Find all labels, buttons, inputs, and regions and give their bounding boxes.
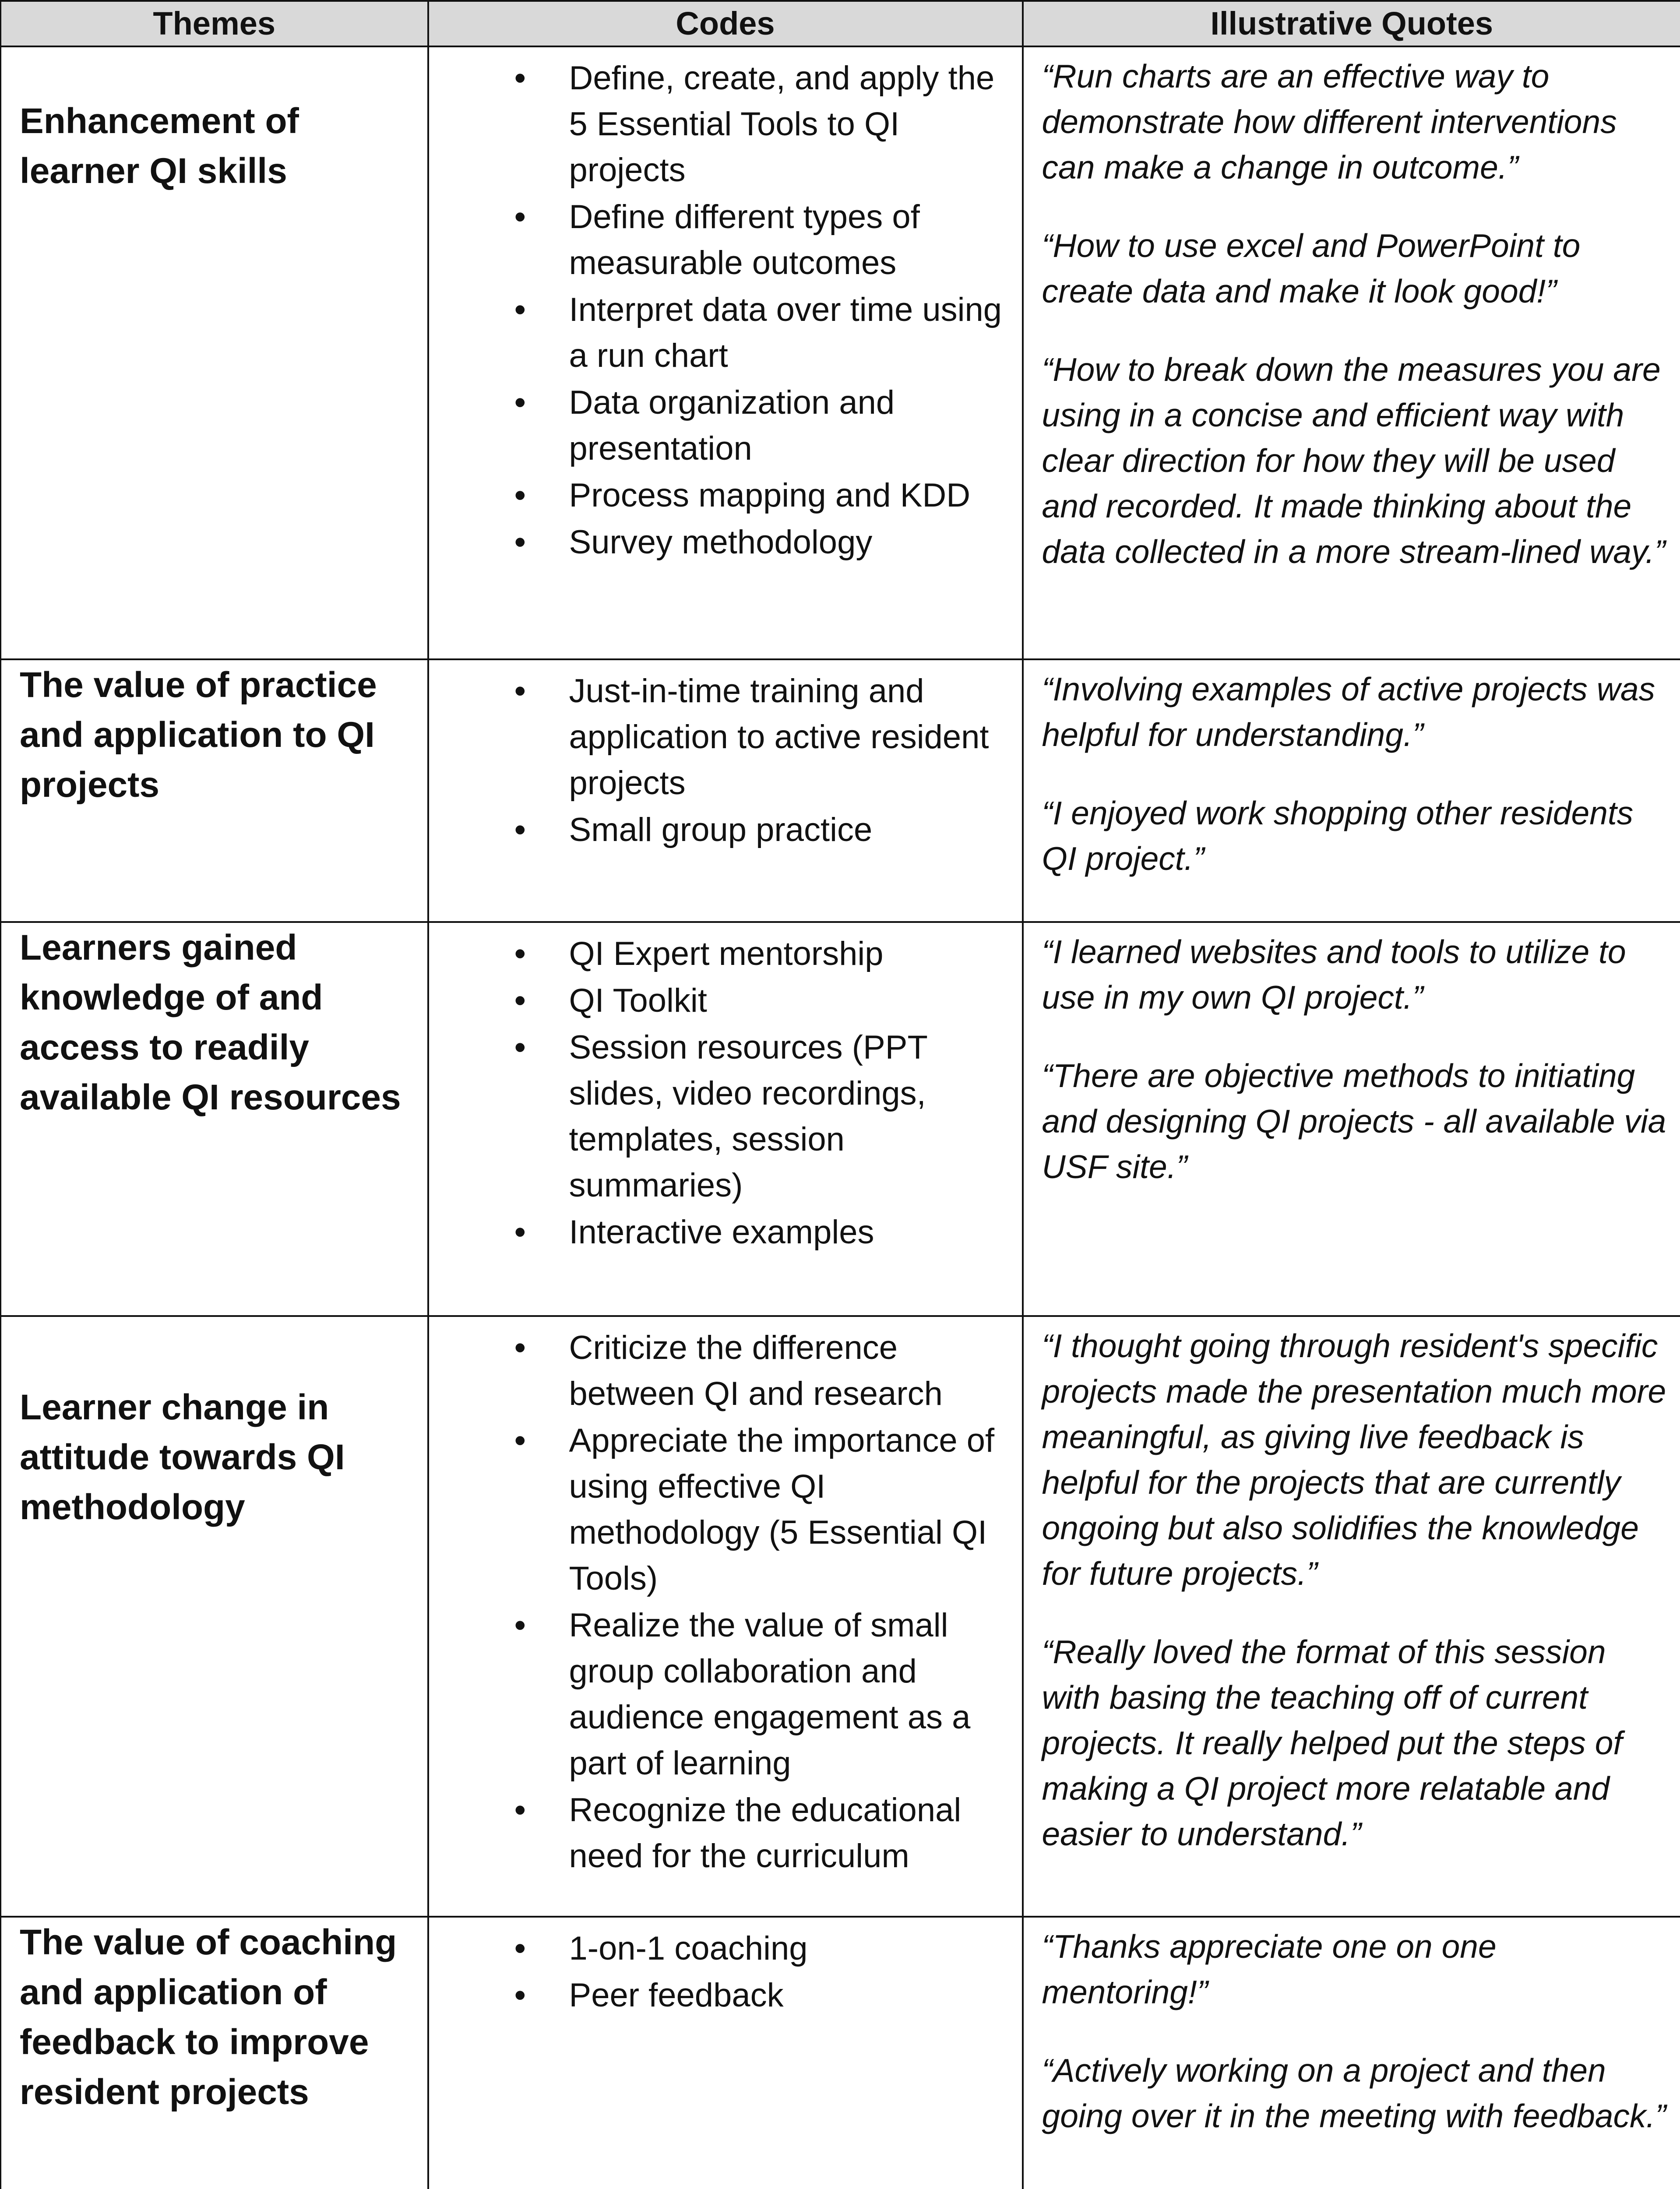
code-item [429,287,1004,379]
code-item [429,1024,1004,1208]
bullet-icon: • [514,1029,526,1066]
theme-cell [1,46,428,659]
code-text: Interpret data over time using a run chart [569,291,1002,374]
code-text: Recognize the educational need for the curriculum [569,1791,962,1875]
code-text: Appreciate the importance of using effective QI methodology (5 Essential QI Tools) [569,1422,995,1597]
code-item [429,55,1004,193]
quote-text: “Run charts are an effective way to demonstrate how different interventions can make a change in outcome.” [1042,58,1617,186]
theme-cell [1,1917,428,2189]
code-text: Define, create, and apply the 5 Essential Tools to QI projects [569,60,995,189]
header-quotes: Illustrative Quotes [1023,1,1680,46]
quotes-list [1024,1317,1680,1857]
code-text: QI Toolkit [569,982,707,1019]
table-row [1,922,1680,1316]
theme-cell [1,659,428,922]
header-codes: Codes [428,1,1023,46]
bullet-icon: • [514,477,526,514]
quotes-cell [1023,922,1680,1316]
theme-label: Learner change in attitude towards QI methodology [20,1387,345,1527]
codes-cell [428,1316,1023,1917]
bullet-icon: • [514,1607,526,1644]
code-item [429,807,1004,853]
code-item [429,472,1004,518]
code-item [429,668,1004,806]
bullet-icon: • [514,524,526,561]
code-item [429,1787,1004,1879]
theme-cell [1,922,428,1316]
code-text: Interactive examples [569,1214,874,1251]
code-item [429,978,1004,1024]
bullet-icon: • [514,935,526,972]
code-text: QI Expert mentorship [569,935,884,972]
bullet-icon: • [514,60,526,97]
quote-text: “Involving examples of active projects was helpful for understanding.” [1042,671,1655,753]
code-item [429,519,1004,565]
codes-cell [428,659,1023,922]
quote-text: “Thanks appreciate one on one mentoring!” [1042,1928,1497,2010]
code-item [429,380,1004,472]
theme-label: The value of coaching and application of feedback to improve resident projects [20,1922,397,2112]
quote-text: “Really loved the format of this session with basing the teaching off of current projects. It really helped put the steps of making a QI project more relatable and easier to understand.” [1042,1633,1623,1852]
table-row [1,1316,1680,1917]
theme-label: The value of practice and application to QI projects [20,665,377,805]
bullet-icon: • [514,982,526,1019]
table-row [1,46,1680,659]
code-item [429,1602,1004,1786]
code-item [429,1209,1004,1255]
codes-list [429,660,1022,853]
code-text: Session resources (PPT slides, video recordings, templates, session summaries) [569,1029,927,1204]
bullet-icon: • [514,384,526,421]
code-text: Peer feedback [569,1977,784,2014]
code-text: Small group practice [569,811,873,848]
bullet-icon: • [514,1329,526,1366]
quotes-cell [1023,1316,1680,1917]
codes-cell [428,46,1023,659]
bullet-icon: • [514,198,526,236]
codes-cell [428,1917,1023,2189]
bullet-icon: • [514,1930,526,1967]
bullet-icon: • [514,811,526,848]
quote-text: “How to break down the measures you are using in a concise and efficient way with clear direction for how they will be used and recorded. It made thinking about the data collected in a more stream-lined way.” [1042,351,1666,570]
code-item [429,1325,1004,1417]
quotes-cell [1023,659,1680,922]
quotes-list [1024,923,1680,1190]
code-item [429,1925,1004,1971]
table-row [1,1917,1680,2189]
theme-label: Learners gained knowledge of and access to readily available QI resources [20,928,401,1117]
code-item [429,1418,1004,1601]
code-text: Define different types of measurable outcomes [569,198,920,282]
code-text: Survey methodology [569,524,873,561]
quotes-cell [1023,46,1680,659]
quote-text: “Actively working on a project and then going over it in the meeting with feedback.” [1042,2052,1666,2134]
codes-list [429,1317,1022,1879]
table-row [1,659,1680,922]
code-text: Just-in-time training and application to active resident projects [569,672,989,802]
codes-list [429,1918,1022,2018]
quotes-list [1024,1918,1680,2139]
header-themes: Themes [1,1,428,46]
code-item [429,931,1004,977]
code-text: Process mapping and KDD [569,477,971,514]
bullet-icon: • [514,1422,526,1459]
quote-text: “I thought going through resident's specific projects made the presentation much more meaningful, as giving live feedback is helpful for the projects that are currently ongoing but also solidifies the knowledge for future projects.” [1042,1327,1666,1592]
code-text: Data organization and presentation [569,384,895,467]
codes-cell [428,922,1023,1316]
quote-text: “I enjoyed work shopping other residents QI project.” [1042,795,1634,877]
theme-cell [1,1316,428,1917]
bullet-icon: • [514,1791,526,1829]
quote-text: “There are objective methods to initiating and designing QI projects - all available via USF site.” [1042,1057,1666,1185]
quotes-cell [1023,1917,1680,2189]
quote-text: “How to use excel and PowerPoint to create data and make it look good!” [1042,227,1581,310]
codes-list [429,47,1022,565]
code-item [429,194,1004,286]
bullet-icon: • [514,1214,526,1251]
bullet-icon: • [514,291,526,328]
code-item [429,1972,1004,2018]
theme-label: Enhancement of learner QI skills [20,101,299,191]
code-text: 1-on-1 coaching [569,1930,808,1967]
quotes-list [1024,47,1680,574]
header-row [1,1,1680,46]
bullet-icon: • [514,1977,526,2014]
code-text: Realize the value of small group collaboration and audience engagement as a part of learning [569,1607,971,1782]
code-text: Criticize the difference between QI and research [569,1329,943,1412]
codes-list [429,923,1022,1255]
bullet-icon: • [514,672,526,710]
quote-text: “I learned websites and tools to utilize to use in my own QI project.” [1042,933,1626,1016]
quotes-list [1024,660,1680,881]
